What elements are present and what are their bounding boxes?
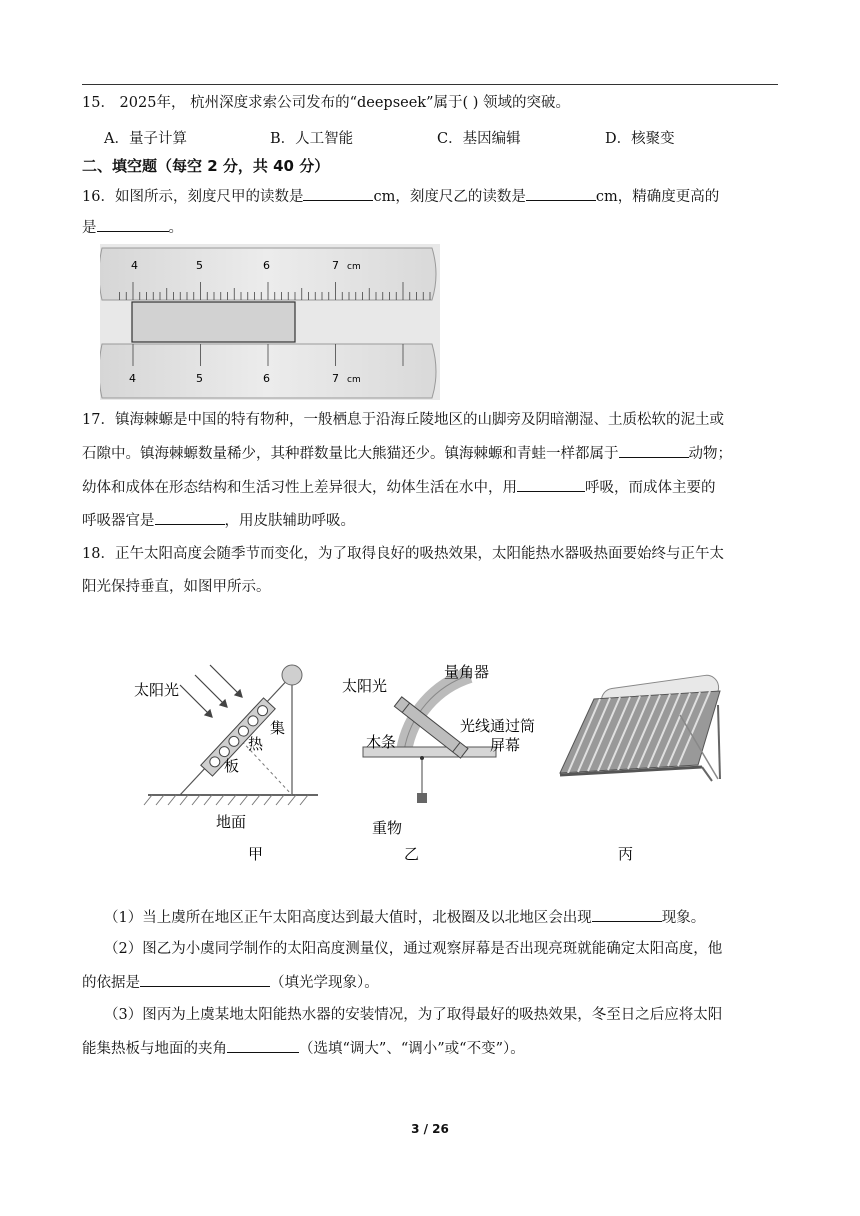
ruler-top-label: 5 — [196, 259, 203, 272]
q18-sub2-text-b: 的依据是 — [82, 975, 140, 991]
figure-bing — [560, 674, 720, 863]
label-screen: 屏幕 — [490, 736, 521, 754]
caption-yi: 乙 — [404, 845, 420, 863]
q18-sub1-text-b: 现象。 — [661, 910, 706, 926]
q18-sub3-text-c: （选填“调大”、“调小”或“不变”）。 — [299, 1041, 525, 1057]
ruler-top-label: 6 — [263, 259, 270, 272]
q17-line1: 17．镇海棘螈是中国的特有物种，一般栖息于沿海丘陵地区的山脚旁及阴暗潮湿、土质松软的泥土或 — [82, 412, 724, 428]
ruler-top-unit: cm — [347, 262, 361, 272]
answer-blank — [140, 972, 270, 987]
label-ground: 地面 — [216, 813, 247, 831]
q16-text-d: 是 — [82, 220, 97, 236]
caption-bing: 丙 — [618, 845, 634, 863]
label-sunlight: 太阳光 — [134, 681, 180, 699]
q17-text-a: 石隙中。镇海棘螈数量稀少，其种群数量比大熊猫还少。镇海棘螈和青蛙一样都属于 — [82, 446, 619, 462]
q18-sub3-line2 — [82, 1038, 525, 1059]
caption-jia: 甲 — [248, 845, 264, 863]
label-tube: 光线通过筒 — [460, 717, 536, 735]
label-sunlight: 太阳光 — [342, 677, 388, 695]
label-weight: 重物 — [372, 819, 403, 837]
ruler-top-label: 4 — [131, 259, 138, 272]
label-wood: 木条 — [366, 733, 397, 751]
ruler-figure — [100, 244, 440, 400]
q18-line2: 阳光保持垂直，如图甲所示。 — [82, 579, 271, 595]
ruler-bottom-label: 7 — [332, 372, 339, 385]
page-number: 3 / 26 — [411, 1122, 449, 1136]
label-protractor: 量角器 — [444, 663, 490, 681]
label-ban: 板 — [224, 757, 240, 775]
q15-option-d: D．核聚变 — [605, 131, 675, 147]
q17-line4 — [82, 510, 355, 531]
q18-line1: 18．正午太阳高度会随季节而变化，为了取得良好的吸热效果，太阳能热水器吸热面要始终与正午太 — [82, 546, 724, 562]
q16-text-c: cm，精确度更高的 — [595, 189, 720, 205]
answer-blank — [517, 477, 585, 492]
answer-blank — [227, 1038, 299, 1053]
q18-sub1-text-a: （1）当上虞所在地区正午太阳高度达到最大值时，北极圈及以北地区会出现 — [104, 910, 592, 926]
q18-sub2-line2 — [82, 972, 379, 993]
q18-sub3-text-b: 能集热板与地面的夹角 — [82, 1041, 227, 1057]
ruler-bottom-label: 6 — [263, 372, 270, 385]
q17-text-b: 动物； — [688, 446, 732, 462]
q16-text-a: 16．如图所示，刻度尺甲的读数是 — [82, 189, 304, 205]
q16-line2 — [82, 217, 183, 238]
ruler-bottom-label: 5 — [196, 372, 203, 385]
ruler-bottom-unit: cm — [347, 375, 361, 385]
q18-sub2-line1: （2）图乙为小虞同学制作的太阳高度测量仪，通过观察屏幕是否出现亮斑就能确定太阳高度，他 — [104, 941, 723, 957]
answer-blank — [619, 443, 689, 458]
q17-text-e: 呼吸器官是 — [82, 513, 155, 529]
figure-jia — [134, 665, 318, 863]
q16-text-b: cm，刻度尺乙的读数是 — [373, 189, 526, 205]
ruler-top-label: 7 — [332, 259, 339, 272]
answer-blank — [155, 510, 225, 525]
q17-text-c: 幼体和成体在形态结构和生活习性上差异很大，幼体生活在水中，用 — [82, 480, 517, 496]
figure-yi — [342, 663, 535, 863]
q15-option-a: A．量子计算 — [104, 131, 187, 147]
q17-line2 — [82, 443, 732, 464]
header-rule — [82, 84, 778, 85]
q18-sub1 — [104, 907, 705, 928]
ruler-bottom-label: 4 — [129, 372, 136, 385]
q15-option-c: C．基因编辑 — [437, 131, 521, 147]
q18-sub2-text-c: （填光学现象）。 — [270, 975, 379, 991]
answer-blank — [526, 186, 596, 201]
q16-line1 — [82, 186, 719, 207]
q17-text-d: 呼吸，而成体主要的 — [585, 480, 716, 496]
answer-blank — [303, 186, 373, 201]
section-heading: 二、填空题（每空 2 分，共 40 分） — [82, 157, 330, 175]
q17-line3 — [82, 477, 716, 498]
answer-blank — [97, 217, 169, 232]
q15-option-b: B．人工智能 — [270, 131, 354, 147]
q17-text-f: ，用皮肤辅助呼吸。 — [224, 513, 355, 529]
answer-blank — [592, 907, 662, 922]
measured-block — [132, 302, 295, 342]
q15-text: 15． 2025年， 杭州深度求索公司发布的“deepseek”属于( ) 领域的突破。 — [82, 95, 571, 111]
q18-sub3-line1: （3）图丙为上虞某地太阳能热水器的安装情况，为了取得最好的吸热效果，冬至日之后应将太阳 — [104, 1007, 723, 1023]
solar-figure — [120, 655, 740, 870]
label-ji: 集 — [270, 719, 286, 737]
q16-text-e: 。 — [168, 220, 183, 236]
label-re: 热 — [248, 735, 264, 753]
